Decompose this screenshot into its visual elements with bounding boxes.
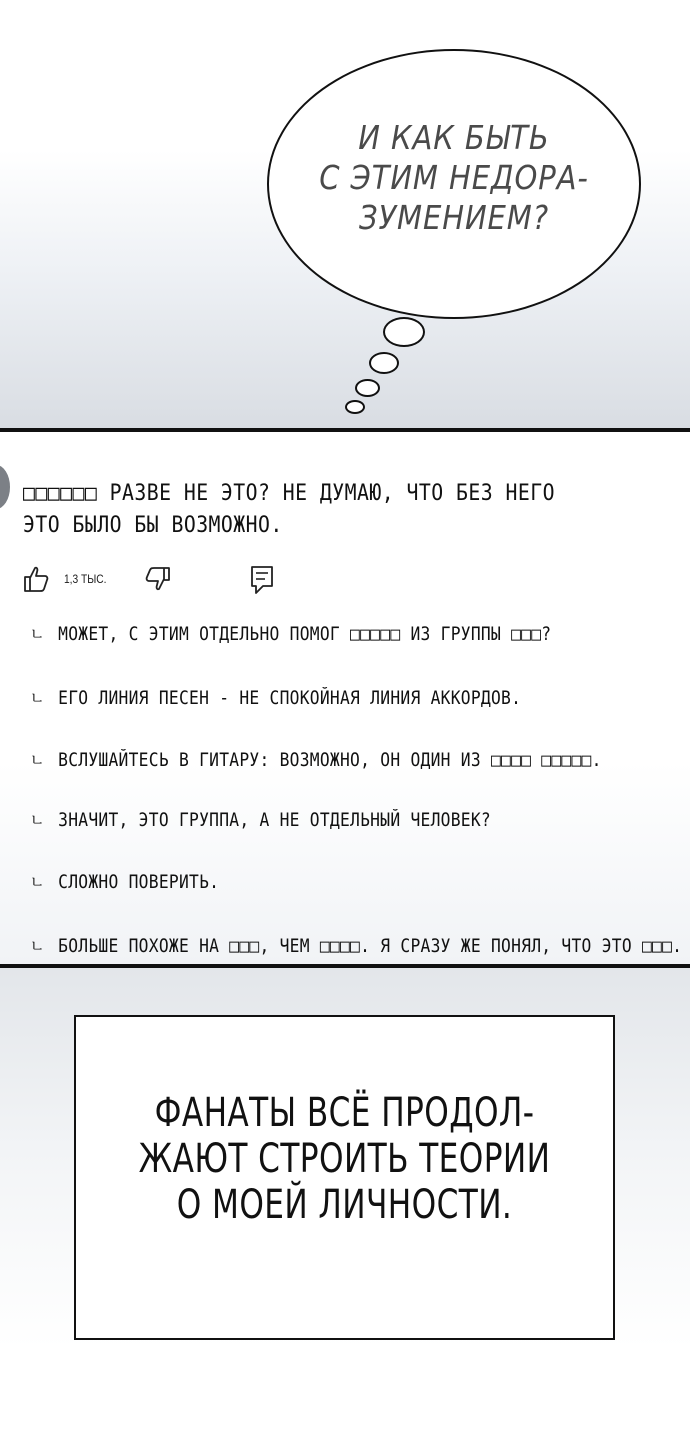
reply-marker: ㄴ [30,937,45,957]
reply-marker: ㄴ [30,751,45,771]
thought-dot-4 [345,400,365,414]
reply-item [30,746,602,771]
thought-dot-1 [383,317,425,347]
main-comment [23,478,599,542]
thought-line-1: И КАК БЫТЬ [358,118,550,157]
thought-bubble-text [289,118,618,238]
reply-marker: ㄴ [30,873,45,893]
reply-text: ВСЛУШАЙТЕСЬ В ГИТАРУ: ВОЗМОЖНО, ОН ОДИН ИЗ □□□□ □□□□□. [58,750,602,771]
thought-dot-2 [369,352,399,374]
reply-item [30,806,602,831]
narration-line-3: О МОЕЙ ЛИЧНОСТИ. [176,1182,513,1228]
reply-marker: ㄴ [30,689,45,709]
reply-item [30,684,602,709]
narration-line-2: ЖАЮТ СТРОИТЬ ТЕОРИИ [138,1136,551,1182]
reply-text: СЛОЖНО ПОВЕРИТЬ. [58,872,220,893]
reply-marker: ㄴ [30,811,45,831]
thumbs-down-icon[interactable] [145,566,171,592]
like-count: 1,3 ТЫС. [64,572,107,586]
main-comment-line-2: ЭТО БЫЛО БЫ ВОЗМОЖНО. [23,513,283,538]
thought-line-2: С ЭТИМ НЕДОРА- [319,158,589,197]
reply-item [30,620,602,645]
narration-text [134,1090,556,1228]
thought-dot-3 [355,379,380,397]
main-comment-line-1: □□□□□□ РАЗВЕ НЕ ЭТО? НЕ ДУМАЮ, ЧТО БЕЗ НЕГО [23,481,555,506]
reply-text: ЗНАЧИТ, ЭТО ГРУППА, А НЕ ОТДЕЛЬНЫЙ ЧЕЛОВЕК? [58,810,491,831]
reply-marker: ㄴ [30,625,45,645]
narration-line-1: ФАНАТЫ ВСЁ ПРОДОЛ- [154,1090,535,1136]
comment-icon[interactable] [250,565,274,595]
reply-text: БОЛЬШЕ ПОХОЖЕ НА □□□, ЧЕМ □□□□. Я СРАЗУ ЖЕ ПОНЯЛ, ЧТО ЭТО □□□. [58,936,683,957]
thought-line-3: ЗУМЕНИЕМ? [358,198,550,237]
reply-text: МОЖЕТ, С ЭТИМ ОТДЕЛЬНО ПОМОГ □□□□□ ИЗ ГРУППЫ □□□? [58,624,552,645]
reply-text: ЕГО ЛИНИЯ ПЕСЕН - НЕ СПОКОЙНАЯ ЛИНИЯ АККОРДОВ. [58,688,522,709]
reply-item [30,868,602,893]
reply-item [30,932,683,957]
thumbs-up-icon[interactable] [23,565,49,593]
